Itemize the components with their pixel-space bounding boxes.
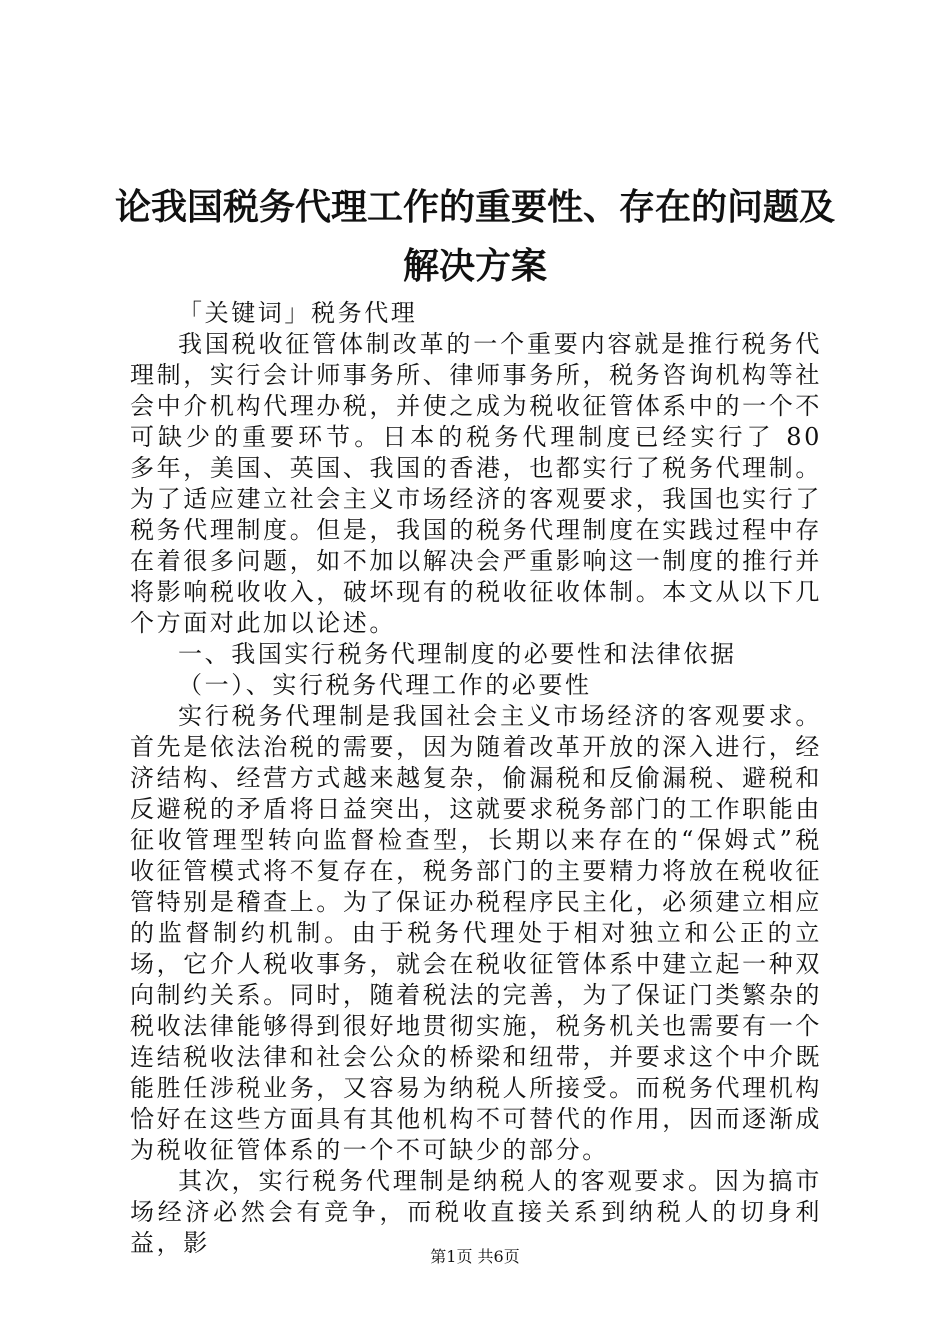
section-heading-1: 一、我国实行税务代理制度的必要性和法律依据 [178, 640, 737, 668]
document-title-line-1: 论我国税务代理工作的重要性、存在的问题及 [114, 186, 835, 228]
body-paragraph: 实行税务代理制是我国社会主义市场经济的客观要求。首先是依法治税的需要，因为随着改革开放的深入进行，经济结构、经营方式越来越复杂，偷漏税和反偷漏税、避税和反避税的矛盾将日益突出，这就要求税务部门的工作职能由征收管理型转向监督检查型，长期以来存在的“保姆式”税收征管模式将不复存在，税务部门的主要精力将放在税收征管特别是稽查上。为了保证办税程序民主化，必须建立相应的监督制约机制。由于税务代理处于相对独立和公正的立场，它介人税收事务，就会在税收征管体系中建立起一种双向制约关系。同时，随着税法的完善，为了保证门类繁杂的税收法律能够得到很好地贯彻实施，税务机关也需要有一个连结税收法律和社会公众的桥梁和纽带，并要求这个中介既能胜任涉税业务，又容易为纳税人所接受。而税务代理机构恰好在这些方面具有其他机构不可替代的作用，因而逐渐成为税收征管体系的一个不可缺少的部分。 [130, 702, 822, 1164]
subsection-heading-1-1: （一）、实行税务代理工作的必要性 [178, 671, 592, 699]
page-number-footer: 第1页 共6页 [430, 1247, 520, 1266]
intro-paragraph: 我国税收征管体制改革的一个重要内容就是推行税务代理制，实行会计师事务所、律师事务所，税务咨询机构等社会中介机构代理办税，并使之成为税收征管体系中的一个不可缺少的重要环节。日本的税务代理制度已经实行了 80 多年，美国、英国、我国的香港，也都实行了税务代理制。为了适应建立社会主义市场经济的客观要求，我国也实行了税务代理制度。但是，我国的税务代理制度在实践过程中存在着很多问题，如不加以解决会严重影响这一制度的推行并将影响税收收入，破坏现有的税收征收体制。本文从以下几个方面对此加以论述。 [130, 330, 822, 637]
body-paragraph: 其次，实行税务代理制是纳税人的客观要求。因为搞市场经济必然会有竞争，而税收直接关系到纳税人的切身利益，影 [130, 1167, 822, 1257]
document-body [130, 298, 822, 1259]
keywords-line: 「关键词」税务代理 [178, 299, 418, 327]
document-title-line-2: 解决方案 [402, 245, 547, 287]
